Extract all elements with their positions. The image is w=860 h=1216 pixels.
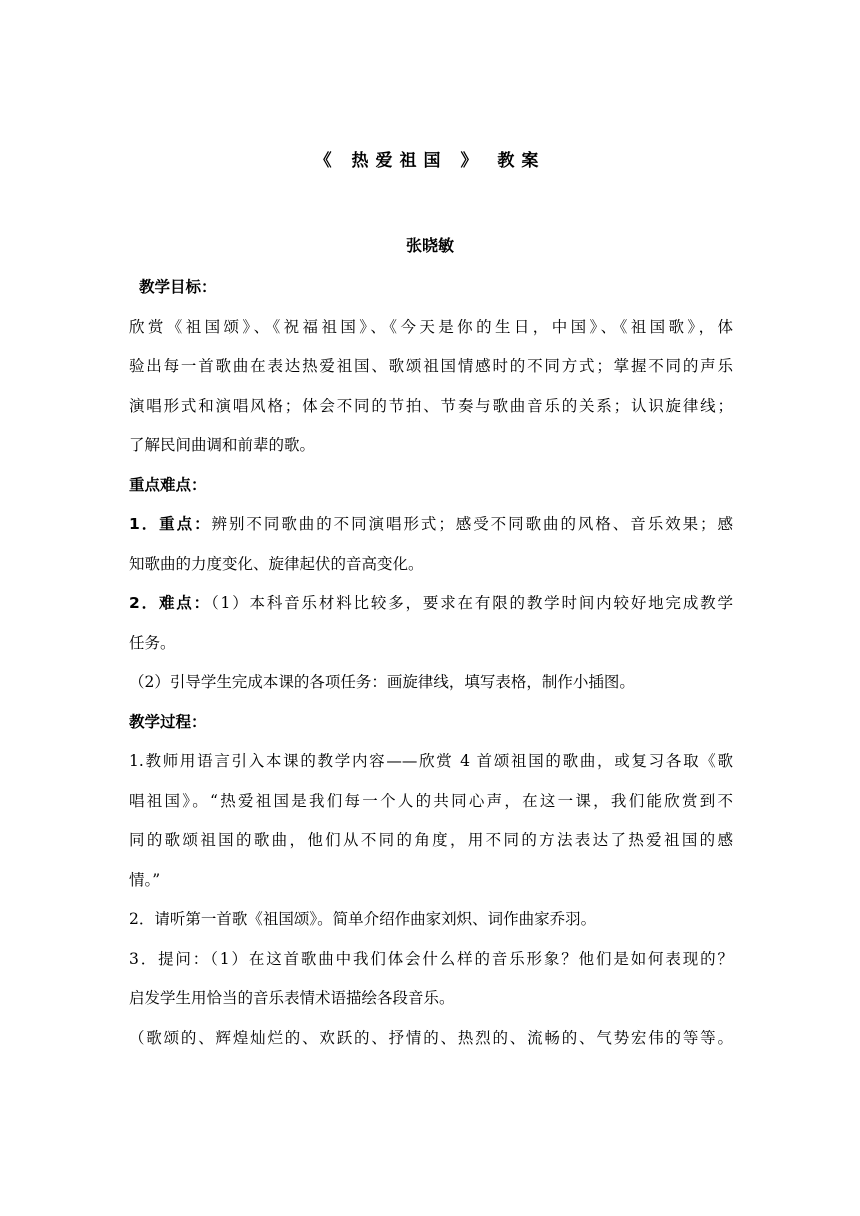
- process-line-2: 唱祖国》。“热爱祖国是我们每一个人的共同心声，在这一课，我们能欣赏到不: [129, 791, 733, 810]
- objectives-line-2: 验出每一首歌曲在表达热爱祖国、歌颂祖国情感时的不同方式；掌握不同的声乐: [129, 357, 733, 375]
- difficulty-text-1: （1）本科音乐材料比较多，要求在有限的教学时间内较好地完成教学: [210, 594, 733, 612]
- objectives-line-4: 了解民间曲调和前辈的歌。: [129, 436, 316, 454]
- process-line-8: （歌颂的、辉煌灿烂的、欢跃的、抒情的、热烈的、流畅的、气势宏伟的等等。: [129, 1028, 733, 1047]
- keypoint-text-1: 辨别不同歌曲的不同演唱形式；感受不同歌曲的风格、音乐效果；感: [211, 515, 733, 533]
- keypoint-line-1: [129, 505, 733, 545]
- process-line-7: 启发学生用恰当的音乐表情术语描绘各段音乐。: [129, 989, 455, 1007]
- process-line-4: 情。”: [129, 870, 161, 889]
- process-line-1: 1.教师用语言引入本课的教学内容——欣赏 4 首颂祖国的歌曲，或复习各取《歌: [129, 752, 733, 770]
- process-line-6: 3．提问：（1）在这首歌曲中我们体会什么样的音乐形象？他们是如何表现的？: [129, 949, 733, 968]
- keypoint-label: 1．重点：: [129, 515, 212, 533]
- document-author: 张晓敏: [405, 236, 454, 255]
- objectives-line-3: 演唱形式和演唱风格；体会不同的节拍、节奏与歌曲音乐的关系；认识旋律线；: [129, 396, 733, 415]
- process-line-5: 2．请听第一首歌《祖国颂》。简单介绍作曲家刘炽、词作曲家乔羽。: [129, 910, 597, 928]
- keypoint-line-2: 知歌曲的力度变化、旋律起伏的音高变化。: [129, 554, 424, 573]
- process-line-3: 同的歌颂祖国的歌曲，他们从不同的角度，用不同的方法表达了热爱祖国的感: [129, 831, 733, 849]
- objectives-heading: 教学目标：: [139, 278, 217, 296]
- difficulty-label: 2．难点：: [129, 594, 211, 612]
- difficulty-line-1: [129, 584, 733, 624]
- keypoints-heading: 重点难点：: [129, 475, 207, 494]
- document-title: 《 热爱祖国 》 教案: [314, 151, 546, 171]
- process-heading: 教学过程：: [129, 712, 207, 731]
- objectives-line-1: 欣赏《祖国颂》、《祝福祖国》、《今天是你的生日，中国》、《祖国歌》，体: [129, 317, 733, 336]
- difficulty-line-3: （2）引导学生完成本课的各项任务：画旋律线，填写表格，制作小插图。: [129, 673, 635, 691]
- document-body: [129, 268, 733, 1058]
- difficulty-line-2: 任务。: [129, 633, 176, 652]
